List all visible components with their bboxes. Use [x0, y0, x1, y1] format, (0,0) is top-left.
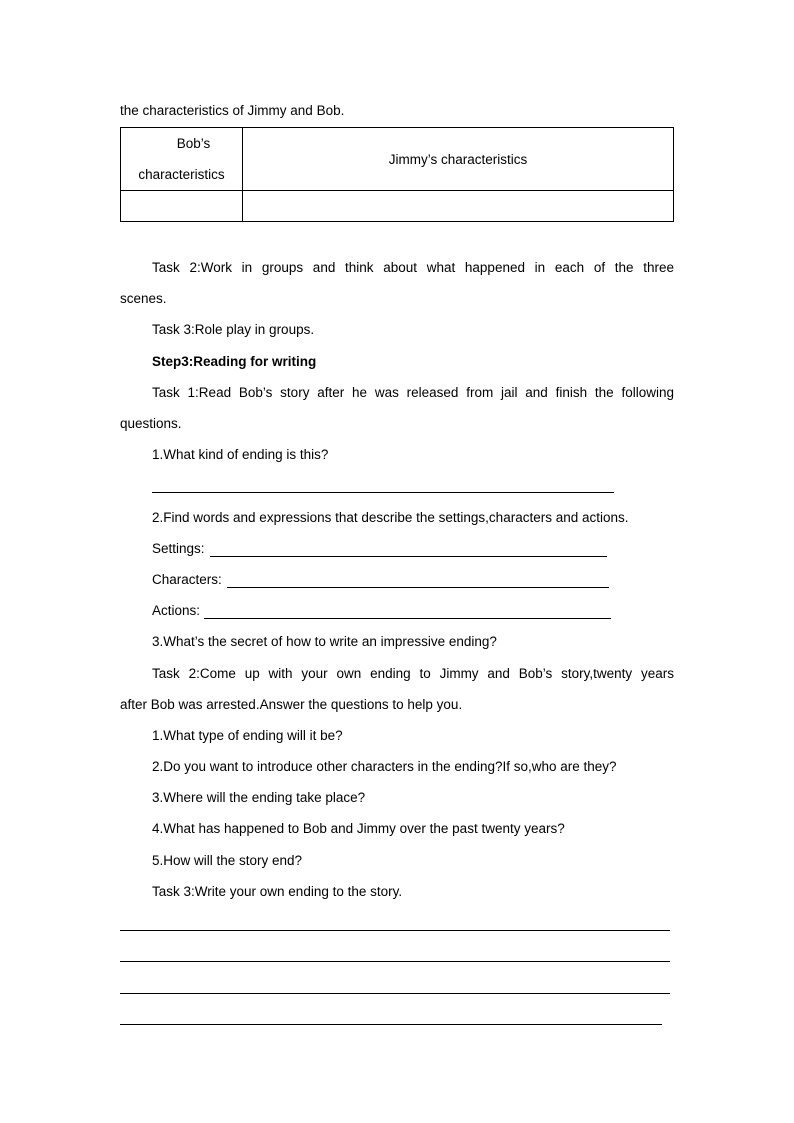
question-2: 2.Find words and expressions that describe the settings,characters and actions.: [152, 510, 629, 525]
question-3: 3.What’s the secret of how to write an impressive ending?: [152, 634, 497, 649]
table-answer-row: [121, 191, 674, 222]
rw-task2-line1: Task 2:Come up with your own ending to Jimmy and Bob’s story,twenty years: [152, 666, 674, 681]
actions-answer-line[interactable]: [204, 618, 611, 619]
writing-line-4[interactable]: [120, 1024, 662, 1025]
characteristics-table: [120, 127, 674, 222]
characters-label: Characters:: [152, 572, 222, 587]
bob-header-line1: Bob’s: [176, 136, 211, 151]
step3-heading: Step3:Reading for writing: [152, 354, 317, 369]
table-header-row: [121, 128, 674, 191]
jimmy-characteristics-header: Jimmy’s characteristics: [243, 128, 674, 191]
characters-answer-line[interactable]: [227, 587, 609, 588]
guide-question-3: 3.Where will the ending take place?: [152, 790, 366, 805]
bob-characteristics-cell[interactable]: [121, 191, 243, 222]
guide-question-4: 4.What has happened to Bob and Jimmy over the past twenty years?: [152, 821, 565, 836]
question-1: 1.What kind of ending is this?: [152, 447, 329, 462]
jimmy-characteristics-cell[interactable]: [243, 191, 674, 222]
bob-header-line2: characteristics: [138, 167, 225, 182]
task3-line: Task 3:Role play in groups.: [152, 322, 315, 337]
answer-line-q1[interactable]: [152, 492, 614, 493]
guide-question-5: 5.How will the story end?: [152, 853, 303, 868]
writing-line-3[interactable]: [120, 993, 670, 994]
writing-line-1[interactable]: [120, 930, 670, 931]
actions-label: Actions:: [152, 603, 201, 618]
bob-characteristics-header: [121, 128, 243, 191]
intro-line: the characteristics of Jimmy and Bob.: [120, 103, 345, 118]
guide-question-2: 2.Do you want to introduce other characters in the ending?If so,who are they?: [152, 759, 617, 774]
guide-question-1: 1.What type of ending will it be?: [152, 728, 343, 743]
task2-line2: scenes.: [120, 291, 167, 306]
rw-task1-line2: questions.: [120, 416, 182, 431]
rw-task2-line2: after Bob was arrested.Answer the questions to help you.: [120, 697, 463, 712]
settings-answer-line[interactable]: [210, 556, 607, 557]
rw-task3-line: Task 3:Write your own ending to the story.: [152, 884, 403, 899]
settings-label: Settings:: [152, 541, 205, 556]
rw-task1-line1: Task 1:Read Bob’s story after he was released from jail and finish the following: [152, 385, 674, 400]
task2-line1: Task 2:Work in groups and think about what happened in each of the three: [152, 260, 674, 275]
writing-line-2[interactable]: [120, 961, 670, 962]
